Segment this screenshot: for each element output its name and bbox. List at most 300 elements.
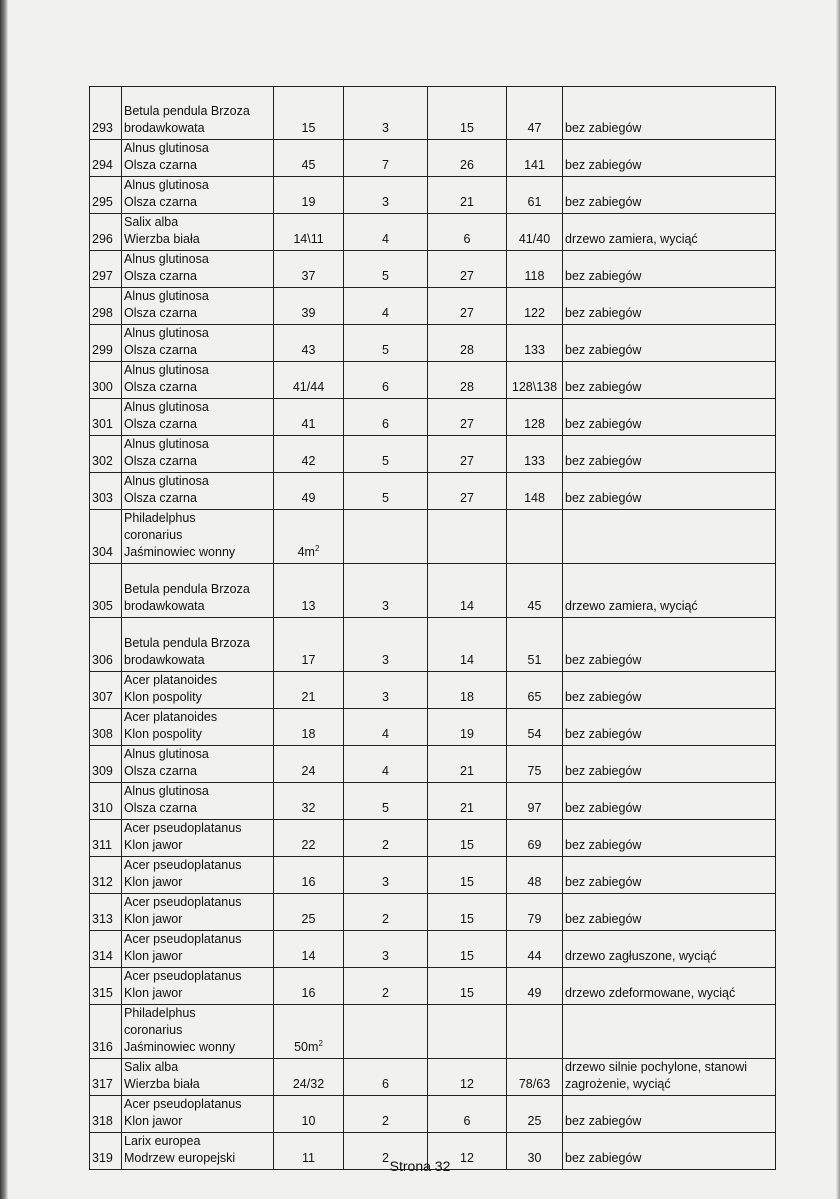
treatment-note-line: bez zabiegów <box>565 491 642 505</box>
species-line <box>124 618 271 635</box>
value-cell-c: 6 <box>428 214 507 251</box>
treatment-note-line: bez zabiegów <box>565 801 642 815</box>
treatment-note-line: drzewo zamiera, wyciąć <box>565 599 698 613</box>
table-row <box>90 177 776 214</box>
value-cell-d: 128 <box>507 399 563 436</box>
table-row <box>90 473 776 510</box>
treatment-note-line: bez zabiegów <box>565 838 642 852</box>
tree-number-cell: 308 <box>90 709 122 746</box>
treatment-note-line: drzewo zamiera, wyciąć <box>565 232 698 246</box>
value-cell-d: 118 <box>507 251 563 288</box>
treatment-note-cell <box>563 894 776 931</box>
circumference-value: 39 <box>301 306 316 320</box>
treatment-note-cell <box>563 1059 776 1096</box>
circumference-cell <box>274 857 344 894</box>
value-cell-c: 27 <box>428 251 507 288</box>
value-cell-c: 21 <box>428 177 507 214</box>
species-line: Betula pendula Brzoza <box>124 636 250 650</box>
circumference-value: 37 <box>301 269 316 283</box>
value-cell-d: 61 <box>507 177 563 214</box>
circumference-value: 14 <box>301 949 316 963</box>
circumference-cell <box>274 214 344 251</box>
value-cell-c: 19 <box>428 709 507 746</box>
species-cell <box>122 894 274 931</box>
table-row <box>90 140 776 177</box>
treatment-note-line: bez zabiegów <box>565 454 642 468</box>
treatment-note-line: bez zabiegów <box>565 875 642 889</box>
treatment-note-cell <box>563 820 776 857</box>
value-cell-d: 141 <box>507 140 563 177</box>
circumference-value: 16 <box>301 986 316 1000</box>
value-cell-c: 15 <box>428 857 507 894</box>
value-cell-c: 21 <box>428 746 507 783</box>
value-cell-c: 14 <box>428 618 507 672</box>
table-row <box>90 820 776 857</box>
species-line: Jaśminowiec wonny <box>124 545 236 559</box>
species-cell <box>122 214 274 251</box>
tree-number-cell: 311 <box>90 820 122 857</box>
tree-number-cell: 298 <box>90 288 122 325</box>
species-cell <box>122 746 274 783</box>
tree-number-cell: 293 <box>90 87 122 140</box>
circumference-cell <box>274 672 344 709</box>
table-row <box>90 325 776 362</box>
value-cell-c: 27 <box>428 473 507 510</box>
tree-number-cell: 316 <box>90 1005 122 1059</box>
species-line: Klon pospolity <box>124 690 202 704</box>
value-cell-d: 75 <box>507 746 563 783</box>
species-line: Alnus glutinosa <box>124 252 209 266</box>
circumference-cell <box>274 709 344 746</box>
treatment-note-cell <box>563 618 776 672</box>
species-line: Philadelphus <box>124 511 196 525</box>
table-row <box>90 672 776 709</box>
treatment-note-cell <box>563 436 776 473</box>
species-line: Betula pendula Brzoza <box>124 104 250 118</box>
tree-number-cell: 304 <box>90 510 122 564</box>
value-cell-b: 4 <box>344 709 428 746</box>
value-cell-b: 2 <box>344 820 428 857</box>
circumference-cell <box>274 746 344 783</box>
species-cell <box>122 362 274 399</box>
species-cell <box>122 618 274 672</box>
value-cell-d: 65 <box>507 672 563 709</box>
scan-edge-shadow <box>0 0 8 1199</box>
value-cell-b: 2 <box>344 1096 428 1133</box>
value-cell-c: 28 <box>428 325 507 362</box>
circumference-value: 24 <box>301 764 316 778</box>
value-cell-c <box>428 510 507 564</box>
species-line: Acer pseudoplatanus <box>124 821 242 835</box>
circumference-cell <box>274 820 344 857</box>
species-line: Olsza czarna <box>124 343 197 357</box>
value-cell-b <box>344 1005 428 1059</box>
tree-number-cell: 312 <box>90 857 122 894</box>
species-line <box>124 564 271 581</box>
value-cell-c: 18 <box>428 672 507 709</box>
treatment-note-cell <box>563 746 776 783</box>
table-row <box>90 399 776 436</box>
table-row <box>90 214 776 251</box>
value-cell-d: 48 <box>507 857 563 894</box>
table-row <box>90 510 776 564</box>
species-line: Olsza czarna <box>124 269 197 283</box>
value-cell-b: 7 <box>344 140 428 177</box>
treatment-note-cell <box>563 325 776 362</box>
circumference-value: 22 <box>301 838 316 852</box>
value-cell-c: 15 <box>428 87 507 140</box>
table-row <box>90 931 776 968</box>
value-cell-d: 44 <box>507 931 563 968</box>
species-line: coronarius <box>124 528 183 542</box>
value-cell-d <box>507 510 563 564</box>
species-line: Wierzba biała <box>124 1077 200 1091</box>
circumference-value: 32 <box>301 801 316 815</box>
value-cell-c: 15 <box>428 931 507 968</box>
species-line: Olsza czarna <box>124 491 197 505</box>
value-cell-b: 5 <box>344 783 428 820</box>
species-cell <box>122 87 274 140</box>
tree-number-cell: 307 <box>90 672 122 709</box>
value-cell-d: 79 <box>507 894 563 931</box>
species-line: Alnus glutinosa <box>124 437 209 451</box>
treatment-note-cell <box>563 87 776 140</box>
species-line: Salix alba <box>124 1060 179 1074</box>
species-line: Olsza czarna <box>124 454 197 468</box>
value-cell-b: 4 <box>344 746 428 783</box>
species-cell <box>122 1059 274 1096</box>
tree-number-cell: 315 <box>90 968 122 1005</box>
circumference-value: 16 <box>301 875 316 889</box>
species-line: coronarius <box>124 1023 183 1037</box>
species-line: Klon jawor <box>124 875 183 889</box>
treatment-note-cell <box>563 214 776 251</box>
value-cell-c: 15 <box>428 968 507 1005</box>
treatment-note-cell <box>563 140 776 177</box>
value-cell-d: 148 <box>507 473 563 510</box>
circumference-cell <box>274 251 344 288</box>
circumference-cell <box>274 399 344 436</box>
treatment-note-cell <box>563 510 776 564</box>
circumference-value: 41 <box>301 417 316 431</box>
circumference-value: 4m <box>297 545 315 559</box>
value-cell-b: 2 <box>344 1133 428 1170</box>
value-cell-c: 12 <box>428 1133 507 1170</box>
value-cell-d: 78/63 <box>507 1059 563 1096</box>
circumference-value: 41/44 <box>292 380 325 394</box>
species-line: Wierzba biała <box>124 232 200 246</box>
table-row <box>90 564 776 618</box>
value-cell-b: 3 <box>344 177 428 214</box>
species-line: Alnus glutinosa <box>124 289 209 303</box>
species-line: Klon jawor <box>124 1114 183 1128</box>
species-cell <box>122 857 274 894</box>
table-row <box>90 709 776 746</box>
table-row <box>90 968 776 1005</box>
species-cell <box>122 325 274 362</box>
table-row <box>90 783 776 820</box>
tree-number-cell: 319 <box>90 1133 122 1170</box>
tree-number-cell: 296 <box>90 214 122 251</box>
species-line: Jaśminowiec wonny <box>124 1040 236 1054</box>
circumference-value: 10 <box>301 1114 316 1128</box>
value-cell-b: 4 <box>344 288 428 325</box>
species-line: Alnus glutinosa <box>124 141 209 155</box>
value-cell-b: 6 <box>344 1059 428 1096</box>
treatment-note-line: bez zabiegów <box>565 727 642 741</box>
species-line: Betula pendula Brzoza <box>124 582 250 596</box>
species-line: Larix europea <box>124 1134 201 1148</box>
table-row <box>90 251 776 288</box>
circumference-cell <box>274 510 344 564</box>
species-cell <box>122 177 274 214</box>
table-row <box>90 857 776 894</box>
value-cell-b: 6 <box>344 399 428 436</box>
treatment-note-line: drzewo silnie pochylone, stanowi <box>565 1060 748 1074</box>
circumference-value: 42 <box>301 454 316 468</box>
species-line: Olsza czarna <box>124 195 197 209</box>
tree-number-cell: 299 <box>90 325 122 362</box>
circumference-cell <box>274 87 344 140</box>
tree-number-cell: 305 <box>90 564 122 618</box>
value-cell-d: 133 <box>507 325 563 362</box>
treatment-note-line: bez zabiegów <box>565 195 642 209</box>
circumference-value: 25 <box>301 912 316 926</box>
table-row <box>90 894 776 931</box>
scan-edge-right <box>836 0 840 1199</box>
circumference-cell <box>274 968 344 1005</box>
circumference-cell <box>274 1005 344 1059</box>
species-line: brodawkowata <box>124 653 205 667</box>
value-cell-d: 122 <box>507 288 563 325</box>
tree-number-cell: 314 <box>90 931 122 968</box>
unit-superscript: 2 <box>314 543 320 553</box>
value-cell-c: 26 <box>428 140 507 177</box>
species-line: Acer pseudoplatanus <box>124 969 242 983</box>
treatment-note-cell <box>563 1005 776 1059</box>
tree-number-cell: 317 <box>90 1059 122 1096</box>
circumference-cell <box>274 436 344 473</box>
species-line: Alnus glutinosa <box>124 363 209 377</box>
species-cell <box>122 820 274 857</box>
species-line: Klon jawor <box>124 986 183 1000</box>
value-cell-b: 5 <box>344 325 428 362</box>
treatment-note-line: bez zabiegów <box>565 121 642 135</box>
treatment-note-line: bez zabiegów <box>565 269 642 283</box>
value-cell-c: 27 <box>428 288 507 325</box>
tree-number-cell: 303 <box>90 473 122 510</box>
species-line: Acer platanoides <box>124 710 218 724</box>
species-line: brodawkowata <box>124 121 205 135</box>
treatment-note-cell <box>563 288 776 325</box>
value-cell-b: 5 <box>344 473 428 510</box>
table-row <box>90 1059 776 1096</box>
circumference-value: 49 <box>301 491 316 505</box>
treatment-note-cell <box>563 251 776 288</box>
table-row <box>90 618 776 672</box>
value-cell-c: 28 <box>428 362 507 399</box>
tree-number-cell: 313 <box>90 894 122 931</box>
circumference-value: 24/32 <box>292 1077 325 1091</box>
species-line: Klon pospolity <box>124 727 202 741</box>
circumference-value: 13 <box>301 599 316 613</box>
value-cell-c: 6 <box>428 1096 507 1133</box>
table-row <box>90 87 776 140</box>
tree-number-cell: 301 <box>90 399 122 436</box>
value-cell-b: 3 <box>344 618 428 672</box>
species-cell <box>122 783 274 820</box>
treatment-note-line: bez zabiegów <box>565 764 642 778</box>
treatment-note-line: bez zabiegów <box>565 912 642 926</box>
circumference-value: 11 <box>302 1151 315 1165</box>
treatment-note-cell <box>563 931 776 968</box>
treatment-note-line: drzewo zagłuszone, wyciąć <box>565 949 717 963</box>
table-row <box>90 746 776 783</box>
circumference-cell <box>274 362 344 399</box>
tree-number-cell: 309 <box>90 746 122 783</box>
treatment-note-cell <box>563 783 776 820</box>
tree-number-cell: 294 <box>90 140 122 177</box>
treatment-note-line: bez zabiegów <box>565 306 642 320</box>
species-line: Klon jawor <box>124 838 183 852</box>
value-cell-d: 128\138 <box>507 362 563 399</box>
species-line: Acer platanoides <box>124 673 218 687</box>
species-line: Klon jawor <box>124 912 183 926</box>
value-cell-b: 5 <box>344 436 428 473</box>
species-cell <box>122 399 274 436</box>
value-cell-d: 133 <box>507 436 563 473</box>
value-cell-b: 3 <box>344 672 428 709</box>
value-cell-b: 3 <box>344 87 428 140</box>
tree-number-cell: 306 <box>90 618 122 672</box>
species-line: Olsza czarna <box>124 306 197 320</box>
tree-inventory-table <box>89 86 776 1170</box>
value-cell-d: 97 <box>507 783 563 820</box>
value-cell-b: 6 <box>344 362 428 399</box>
treatment-note-line: bez zabiegów <box>565 417 642 431</box>
treatment-note-line: bez zabiegów <box>565 343 642 357</box>
circumference-cell <box>274 783 344 820</box>
tree-number-cell: 297 <box>90 251 122 288</box>
treatment-note-line: bez zabiegów <box>565 1151 642 1165</box>
circumference-value: 14\11 <box>293 232 324 246</box>
table-row <box>90 1005 776 1059</box>
circumference-cell <box>274 1059 344 1096</box>
circumference-cell <box>274 1096 344 1133</box>
species-cell <box>122 436 274 473</box>
species-cell <box>122 510 274 564</box>
value-cell-c <box>428 1005 507 1059</box>
circumference-cell <box>274 564 344 618</box>
tree-number-cell: 295 <box>90 177 122 214</box>
species-line: Alnus glutinosa <box>124 326 209 340</box>
species-line: Salix alba <box>124 215 179 229</box>
value-cell-b: 3 <box>344 857 428 894</box>
species-cell <box>122 709 274 746</box>
tree-number-cell: 318 <box>90 1096 122 1133</box>
value-cell-c: 21 <box>428 783 507 820</box>
treatment-note-cell <box>563 1096 776 1133</box>
value-cell-b: 3 <box>344 564 428 618</box>
circumference-cell <box>274 140 344 177</box>
value-cell-d: 69 <box>507 820 563 857</box>
circumference-cell <box>274 177 344 214</box>
treatment-note-cell <box>563 362 776 399</box>
species-cell <box>122 1005 274 1059</box>
value-cell-d: 41/40 <box>507 214 563 251</box>
circumference-value: 15 <box>301 121 316 135</box>
value-cell-d: 54 <box>507 709 563 746</box>
circumference-cell <box>274 288 344 325</box>
treatment-note-line: bez zabiegów <box>565 653 642 667</box>
treatment-note-line: bez zabiegów <box>565 380 642 394</box>
circumference-cell <box>274 931 344 968</box>
species-line: Alnus glutinosa <box>124 400 209 414</box>
treatment-note-cell <box>563 177 776 214</box>
species-cell <box>122 1096 274 1133</box>
circumference-value: 19 <box>301 195 316 209</box>
value-cell-d: 47 <box>507 87 563 140</box>
species-line: Acer pseudoplatanus <box>124 1097 242 1111</box>
value-cell-d: 51 <box>507 618 563 672</box>
circumference-cell <box>274 473 344 510</box>
species-line: Olsza czarna <box>124 764 197 778</box>
tree-number-cell: 310 <box>90 783 122 820</box>
species-line: Acer pseudoplatanus <box>124 895 242 909</box>
value-cell-c: 27 <box>428 436 507 473</box>
treatment-note-line: bez zabiegów <box>565 1114 642 1128</box>
value-cell-b <box>344 510 428 564</box>
species-cell <box>122 968 274 1005</box>
species-line: Olsza czarna <box>124 417 197 431</box>
treatment-note-cell <box>563 968 776 1005</box>
value-cell-c: 15 <box>428 894 507 931</box>
circumference-value: 45 <box>301 158 316 172</box>
value-cell-b: 4 <box>344 214 428 251</box>
table-row <box>90 1096 776 1133</box>
treatment-note-cell <box>563 672 776 709</box>
treatment-note-line: bez zabiegów <box>565 690 642 704</box>
circumference-value: 50m <box>294 1040 319 1054</box>
species-line: Alnus glutinosa <box>124 474 209 488</box>
species-line: Klon jawor <box>124 949 183 963</box>
table-row <box>90 436 776 473</box>
circumference-value: 21 <box>301 690 316 704</box>
value-cell-c: 27 <box>428 399 507 436</box>
value-cell-d: 45 <box>507 564 563 618</box>
species-cell <box>122 473 274 510</box>
value-cell-b: 2 <box>344 968 428 1005</box>
circumference-value: 18 <box>301 727 316 741</box>
species-line: Alnus glutinosa <box>124 784 209 798</box>
treatment-note-cell <box>563 564 776 618</box>
species-cell <box>122 140 274 177</box>
circumference-cell <box>274 325 344 362</box>
treatment-note-line: zagrożenie, wyciąć <box>565 1077 671 1091</box>
treatment-note-line: drzewo zdeformowane, wyciąć <box>565 986 736 1000</box>
treatment-note-cell <box>563 857 776 894</box>
treatment-note-line: bez zabiegów <box>565 158 642 172</box>
value-cell-c: 12 <box>428 1059 507 1096</box>
circumference-value: 17 <box>301 653 316 667</box>
species-line: Olsza czarna <box>124 158 197 172</box>
table-row <box>90 362 776 399</box>
species-cell <box>122 672 274 709</box>
tree-number-cell: 300 <box>90 362 122 399</box>
value-cell-d: 30 <box>507 1133 563 1170</box>
value-cell-c: 14 <box>428 564 507 618</box>
species-line: Olsza czarna <box>124 801 197 815</box>
